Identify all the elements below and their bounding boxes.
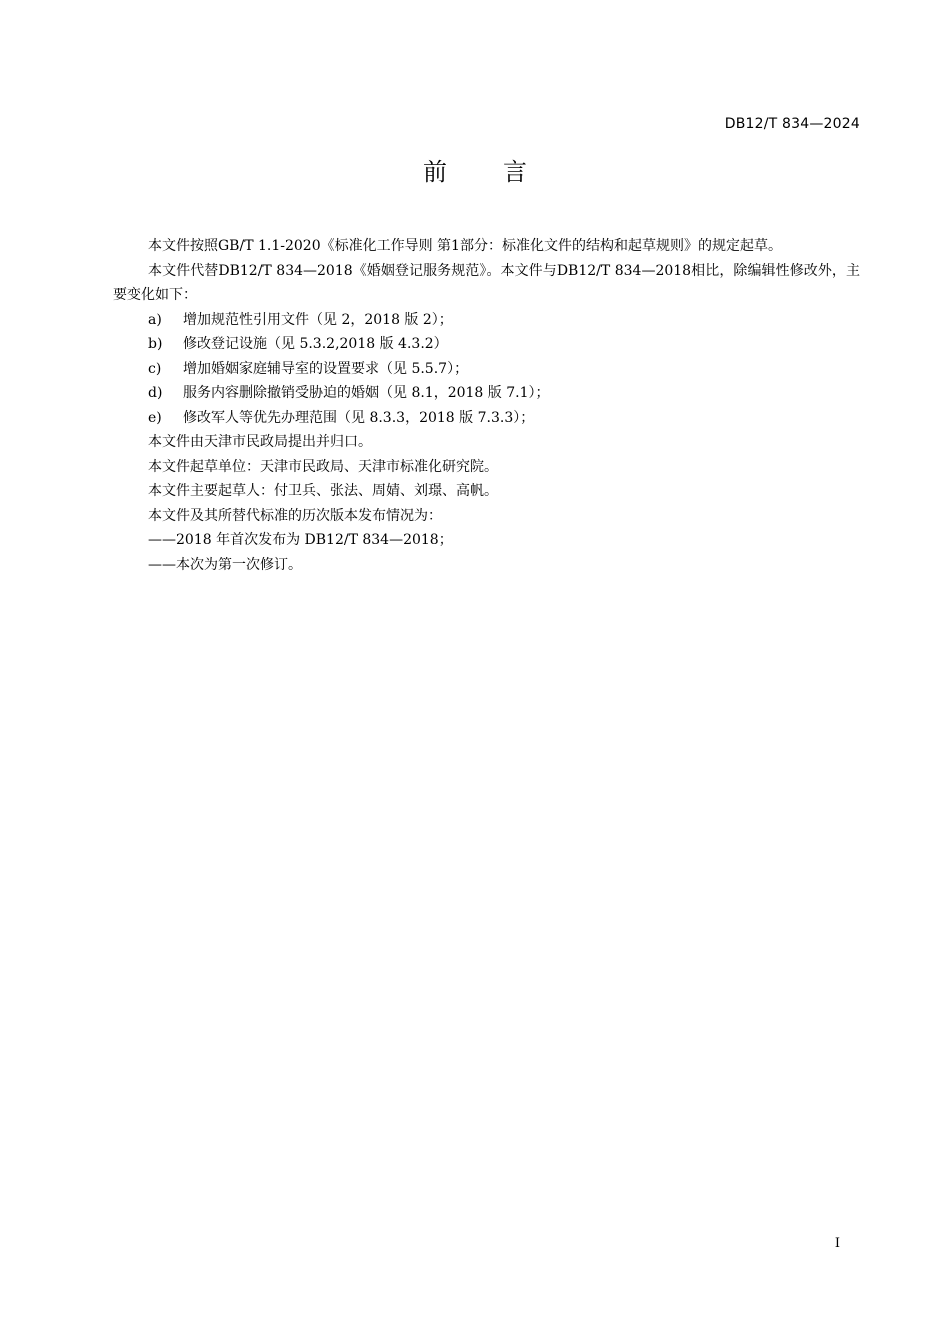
paragraph-replacement: 本文件代替DB12/T 834—2018《婚姻登记服务规范》。本文件与DB12/T 834—2018相比，除编辑性修改外，主要变化如下：	[113, 262, 860, 303]
paragraph-proposer: 本文件由天津市民政局提出并归口。	[148, 434, 372, 450]
list-item-label: b)	[148, 336, 163, 352]
paragraph-history-1: ——2018 年首次发布为 DB12/T 834—2018；	[148, 532, 453, 548]
list-item-label: e)	[148, 409, 162, 426]
list-item	[113, 357, 860, 382]
document-body	[113, 234, 860, 577]
list-item-label: a)	[148, 311, 162, 328]
page-number: I	[834, 1236, 840, 1251]
list-item	[113, 332, 860, 357]
page-title: 前言	[423, 158, 583, 186]
changes-list	[113, 308, 860, 431]
paragraph-drafting-rules: 本文件按照GB/T 1.1-2020《标准化工作导则 第1部分：标准化文件的结构和起草规则》的规定起草。	[148, 238, 782, 254]
list-item	[113, 308, 860, 333]
list-item	[113, 406, 860, 431]
paragraph-drafters: 本文件主要起草人：付卫兵、张法、周婧、刘璟、高帆。	[148, 483, 498, 499]
paragraph-history-2: ——本次为第一次修订。	[148, 556, 302, 573]
list-item-text: 增加规范性引用文件（见 2，2018 版 2）；	[183, 311, 453, 328]
list-item	[113, 381, 860, 406]
paragraph-history-intro: 本文件及其所替代标准的历次版本发布情况为：	[148, 507, 442, 524]
list-item-text: 增加婚姻家庭辅导室的设置要求（见 5.5.7）；	[183, 360, 469, 377]
list-item-text: 服务内容删除撤销受胁迫的婚姻（见 8.1，2018 版 7.1）；	[183, 385, 550, 401]
list-item-label: d)	[148, 385, 163, 401]
paragraph-drafting-units: 本文件起草单位：天津市民政局、天津市标准化研究院。	[148, 458, 498, 475]
list-item-text: 修改登记设施（见 5.3.2,2018 版 4.3.2）	[183, 336, 448, 352]
list-item-text: 修改军人等优先办理范围（见 8.3.3，2018 版 7.3.3）；	[183, 409, 535, 426]
list-item-label: c)	[148, 360, 162, 377]
document-code: DB12/T 834—2024	[724, 116, 860, 132]
